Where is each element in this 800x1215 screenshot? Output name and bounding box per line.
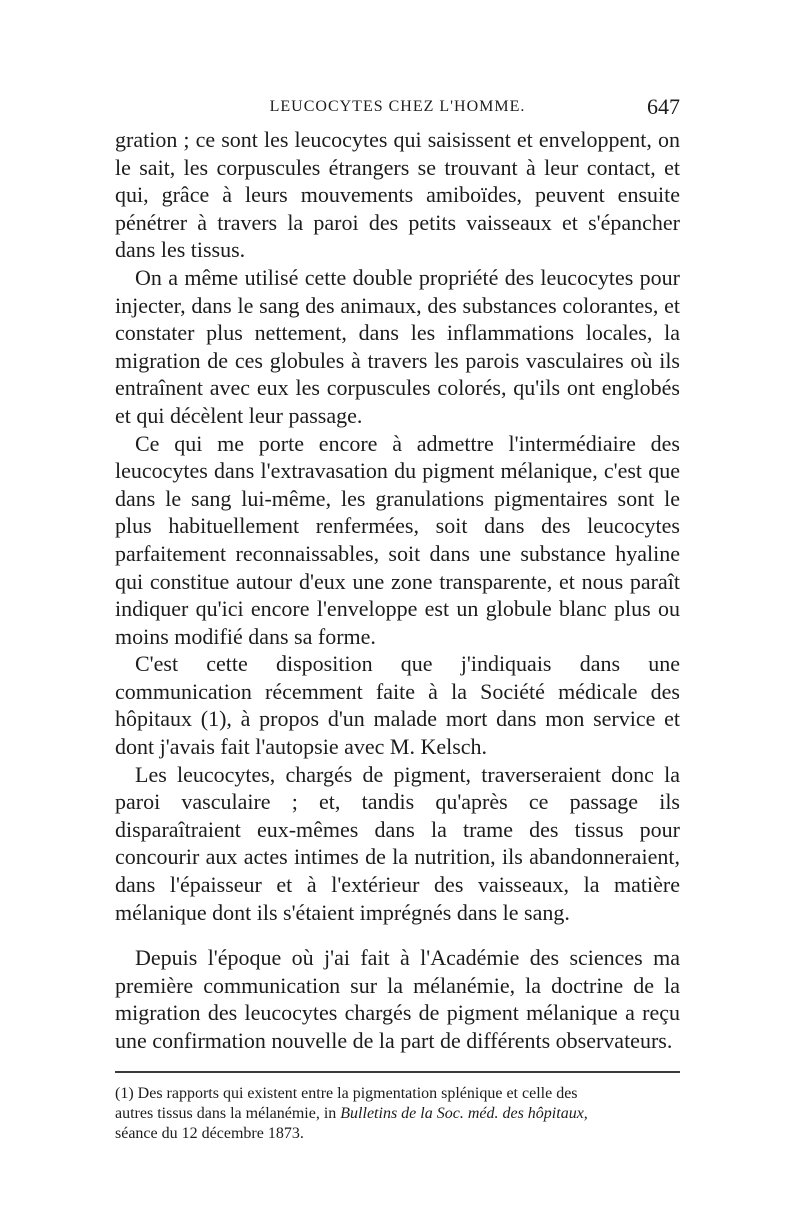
paragraph-double-property: On a même utilisé cette double propriété des leucocytes pour injecter, dans le sang des animaux, des substances colorantes, et constater plus nettement, dans les inflammations locales, la migration de ces globules à travers les parois vasculaires où ils entraînent avec eux les corpuscules colorés, qu'ils ont englobés et qui décèlent leur passage. — [115, 264, 680, 428]
footnote-journal-title: Bulletins de la Soc. méd. des hôpitaux, — [340, 1105, 588, 1122]
running-header — [115, 94, 680, 124]
footnote-line-2 — [115, 1104, 680, 1124]
running-title: LEUCOCYTES CHEZ L'HOMME. — [269, 98, 526, 115]
footnote-source-prefix: autres tissus dans la mélanémie, in — [115, 1105, 341, 1122]
paragraph-communication: C'est cette disposition que j'indiquais dans une communication récemment faite à la Société médicale des hôpitaux (1), à propos d'un malade mort dans mon service et dont j'avais fait l'autopsie avec M. Kelsch. — [115, 651, 680, 760]
footnote — [115, 1084, 680, 1144]
body-text — [115, 126, 680, 1055]
footnote-line-1: (1) Des rapports qui existent entre la pigmentation splénique et celle des — [115, 1085, 578, 1102]
paragraph-continuation: gration ; ce sont les leucocytes qui saisissent et enveloppent, on le sait, les corpuscules étrangers se trouvant à leur contact, et qui, grâce à leurs mouvements amiboïdes, peuvent ensuite pénétrer à travers la paroi des petits vaisseaux et s'épancher dans les tissus. — [115, 127, 680, 263]
paragraph-extravasation: Ce qui me porte encore à admettre l'intermédiaire des leucocytes dans l'extravasation du pigment mélanique, c'est que dans le sang lui-même, les granulations pigmentaires sont le plus habituellement renfermées, soit dans des leucocytes parfaitement reconnaissables, soit dans une substance hyaline qui constitue autour d'eux une zone transparente, et nous paraît indiquer qu'ici encore l'enveloppe est un globule blanc plus ou moins modifié dans sa forme. — [115, 430, 680, 649]
page-number: 647 — [647, 94, 680, 119]
footnote-separator — [115, 1071, 680, 1073]
paragraph-academy-communication: Depuis l'époque où j'ai fait à l'Académie des sciences ma première communication sur la mélanémie, la doctrine de la migration des leucocytes chargés de pigment mélanique a reçu une confirmation nouvelle de la part de différents observateurs. — [115, 945, 680, 1053]
footnote-line-3: séance du 12 décembre 1873. — [115, 1125, 304, 1142]
paragraph-vascular-passage: Les leucocytes, chargés de pigment, traverseraient donc la paroi vasculaire ; et, tandis qu'après ce passage ils disparaîtraient eux-mêmes dans la trame des tissus pour concourir aux actes intimes de la nutrition, ils abandonneraient, dans l'épaisseur et à l'extérieur des vaisseaux, la matière mélanique dont ils s'étaient imprégnés dans le sang. — [115, 761, 680, 925]
